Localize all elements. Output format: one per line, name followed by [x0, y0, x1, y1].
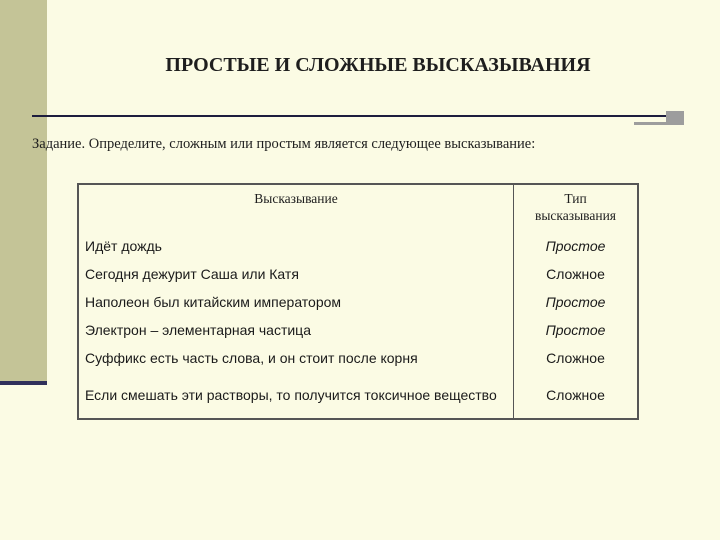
type-cell: Сложное — [514, 260, 639, 288]
table-row — [78, 316, 638, 344]
table-row — [78, 372, 638, 419]
table-row — [78, 260, 638, 288]
statement-cell: Идёт дождь — [85, 238, 162, 254]
type-cell: Простое — [514, 232, 639, 260]
statement-cell: Суффикс есть часть слова, и он стоит после корня — [85, 350, 418, 366]
statements-table — [77, 183, 639, 420]
statement-cell: Электрон – элементарная частица — [85, 322, 311, 338]
table-row — [78, 232, 638, 260]
header-statement: Высказывание — [254, 191, 338, 206]
type-cell: Простое — [514, 288, 639, 316]
header-type — [514, 184, 639, 232]
decorative-side-underline — [0, 381, 47, 385]
page-title: ПРОСТЫЕ И СЛОЖНЫЕ ВЫСКАЗЫВАНИЯ — [165, 54, 591, 76]
table-row — [78, 344, 638, 372]
title-divider — [32, 115, 666, 117]
type-cell: Сложное — [514, 344, 639, 372]
table-header-row — [78, 184, 638, 232]
statement-cell: Если смешать эти растворы, то получится токсичное вещество — [85, 387, 497, 403]
task-instruction: Задание. Определите, сложным или простым является следующее высказывание: — [32, 136, 536, 152]
divider-accent-strip — [634, 122, 684, 125]
type-cell: Сложное — [514, 372, 639, 419]
statement-cell: Сегодня дежурит Саша или Катя — [85, 266, 299, 282]
header-type-line1: Тип — [564, 191, 587, 206]
statement-cell: Наполеон был китайским императором — [85, 294, 342, 310]
type-cell: Простое — [514, 316, 639, 344]
table-row — [78, 288, 638, 316]
header-type-line2: высказывания — [534, 208, 617, 223]
